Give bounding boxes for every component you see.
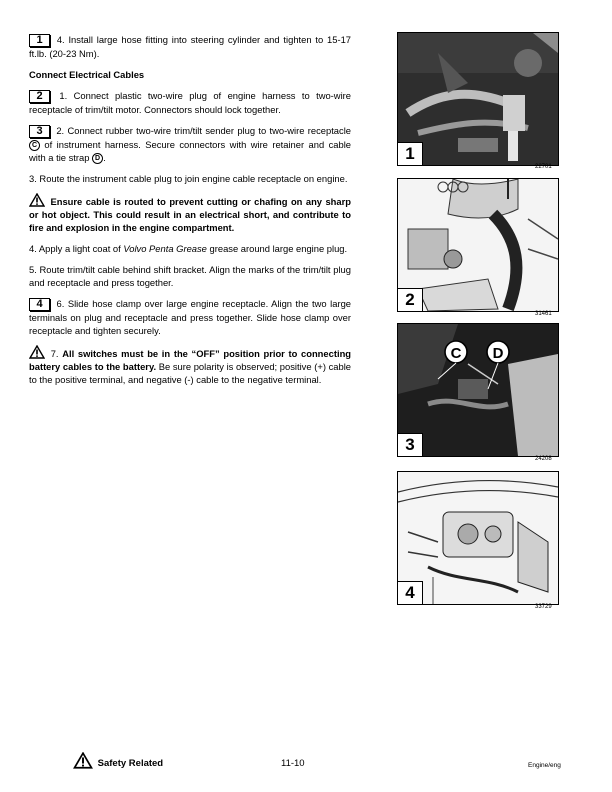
step-hose-clamp (29, 297, 351, 337)
figure-4-caption: 33729 (535, 604, 552, 610)
step-battery-bold: All switches must be in the “OFF” position prior to connecting battery cables to the battery. (29, 348, 352, 372)
safety-legend (73, 752, 163, 769)
section-heading: Connect Electrical Cables (29, 69, 145, 80)
figure-2-caption: 31461 (535, 311, 552, 317)
warning-paragraph (29, 193, 351, 234)
figure-3-photo (397, 323, 559, 457)
callout-d-label: D (492, 345, 504, 362)
step-hose-fitting-text: 4. Install large hose fitting into steering cylinder and tighten to 15-17 ft.lb. (20-23 Nm). (29, 34, 351, 59)
step-battery (29, 345, 351, 386)
warning-icon (29, 193, 45, 207)
product-name: Volvo Penta Grease (123, 243, 207, 254)
step-sender-plug-text-c: . (103, 152, 106, 163)
figure-4-photo (397, 471, 559, 605)
step-apply-grease-text-b: grease around large engine plug. (209, 243, 348, 254)
step-hose-fitting (29, 33, 351, 60)
step-hose-clamp-text: 6. Slide hose clamp over large engine receptacle. Align the two large terminals on plug and receptacle and press together. Slide hose clamp over receptacle and tighten securely. (29, 298, 352, 336)
figure-2-photo (397, 178, 559, 312)
figure-number: 3 (398, 433, 423, 456)
figure-number: 4 (398, 581, 423, 604)
step-sender-plug-text-a: 2. Connect rubber two-wire trim/tilt sender plug to two-wire receptacle (56, 125, 352, 136)
step-sender-plug (29, 124, 351, 164)
figure-number: 2 (398, 288, 423, 311)
figure-ref-1: 1 (29, 34, 50, 47)
step-apply-grease (29, 242, 351, 255)
figure-1-photo (397, 32, 559, 166)
figure-number: 1 (398, 142, 423, 165)
warning-text: Ensure cable is routed to prevent cutting or chafing on any sharp or hot object. This could result in an electrical short, and contribute to fire and explosion in the engine compartment. (29, 196, 351, 233)
figure-ref-2: 2 (29, 90, 50, 103)
step-apply-grease-text-a: 4. Apply a light coat of (29, 243, 121, 254)
step-connect-plug (29, 89, 351, 116)
step-connect-plug-text: 1. Connect plastic two-wire plug of engine harness to two-wire receptacle of trim/tilt motor. Connectors should lock together. (29, 90, 351, 115)
safety-label: Safety Related (97, 758, 164, 769)
figure-ref-4: 4 (29, 298, 50, 311)
callout-c-label: C (450, 345, 462, 362)
step-battery-num: 7. (50, 348, 59, 359)
callout-d-marker: D (92, 153, 103, 164)
warning-icon (73, 752, 93, 769)
step-sender-plug-text-b: of instrument harness. Secure connectors with wire retainer and cable with a tie strap (29, 139, 351, 163)
step-battery-rest: Be sure polarity is observed; positive (+) cable to the positive terminal, and negative (-) cable to the negative terminal. (29, 361, 351, 385)
step-route-trim: 5. Route trim/tilt cable behind shift bracket. Align the marks of the trim/tilt plug and receptacle and press together. (29, 264, 351, 288)
page-number: 11-10 (281, 758, 305, 769)
figure-ref-3: 3 (29, 125, 50, 138)
warning-icon (29, 345, 45, 359)
figure-3-caption: 24208 (535, 456, 552, 462)
callout-c-marker: C (29, 140, 40, 151)
section-code: Engine/eng (528, 762, 561, 769)
instruction-column (29, 33, 351, 394)
figure-1-caption: 22701 (535, 164, 552, 170)
step-route-cable: 3. Route the instrument cable plug to join engine cable receptacle on engine. (29, 173, 348, 184)
